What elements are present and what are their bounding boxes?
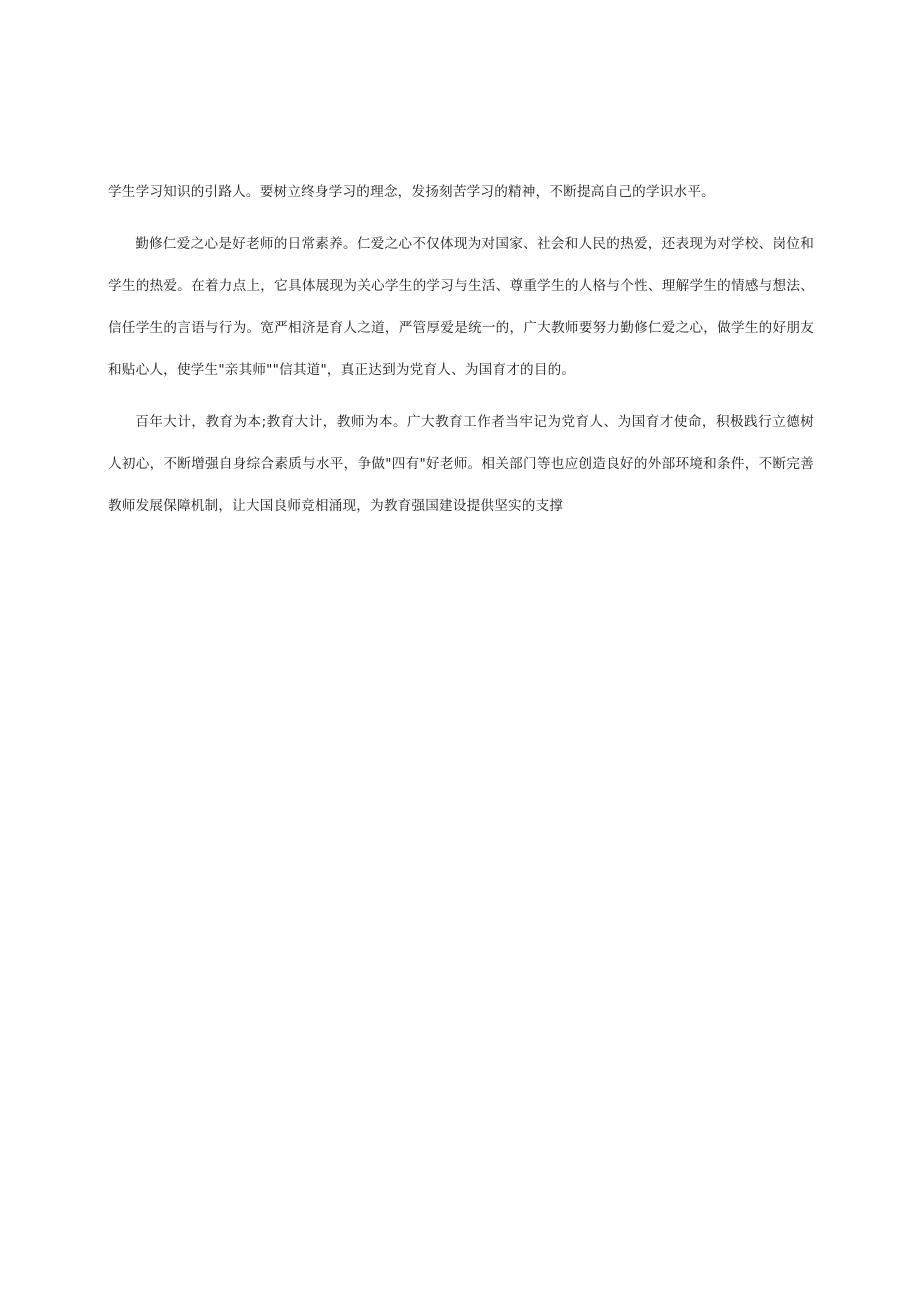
paragraph-1: 学生学习知识的引路人。要树立终身学习的理念，发扬刻苦学习的精神，不断提高自己的学识水平。 [108, 184, 715, 200]
paragraph-2: 勤修仁爱之心是好老师的日常素养。仁爱之心不仅体现为对国家、社会和人民的热爱，还表现为对学校、岗位和学生的热爱。在着力点上，它具体展现为关心学生的学习与生活、尊重学生的人格与个性、理解学生的情感与想法、信任学生的言语与行为。宽严相济是育人之道，严管厚爱是统一的，广大教师要努力勤修仁爱之心，做学生的好朋友和贴心人，使学生"亲其师""信其道"，真正达到为党育人、为国育才的目的。 [108, 236, 814, 378]
document-body [108, 171, 814, 527]
paragraph-3: 百年大计，教育为本;教育大计，教师为本。广大教育工作者当牢记为党育人、为国育才使命，积极践行立德树人初心，不断增强自身综合素质与水平，争做"四有"好老师。相关部门等也应创造良好的外部环境和条件，不断完善教师发展保障机制，让大国良师竞相涌现，为教育强国建设提供坚实的支撑 [108, 414, 814, 514]
